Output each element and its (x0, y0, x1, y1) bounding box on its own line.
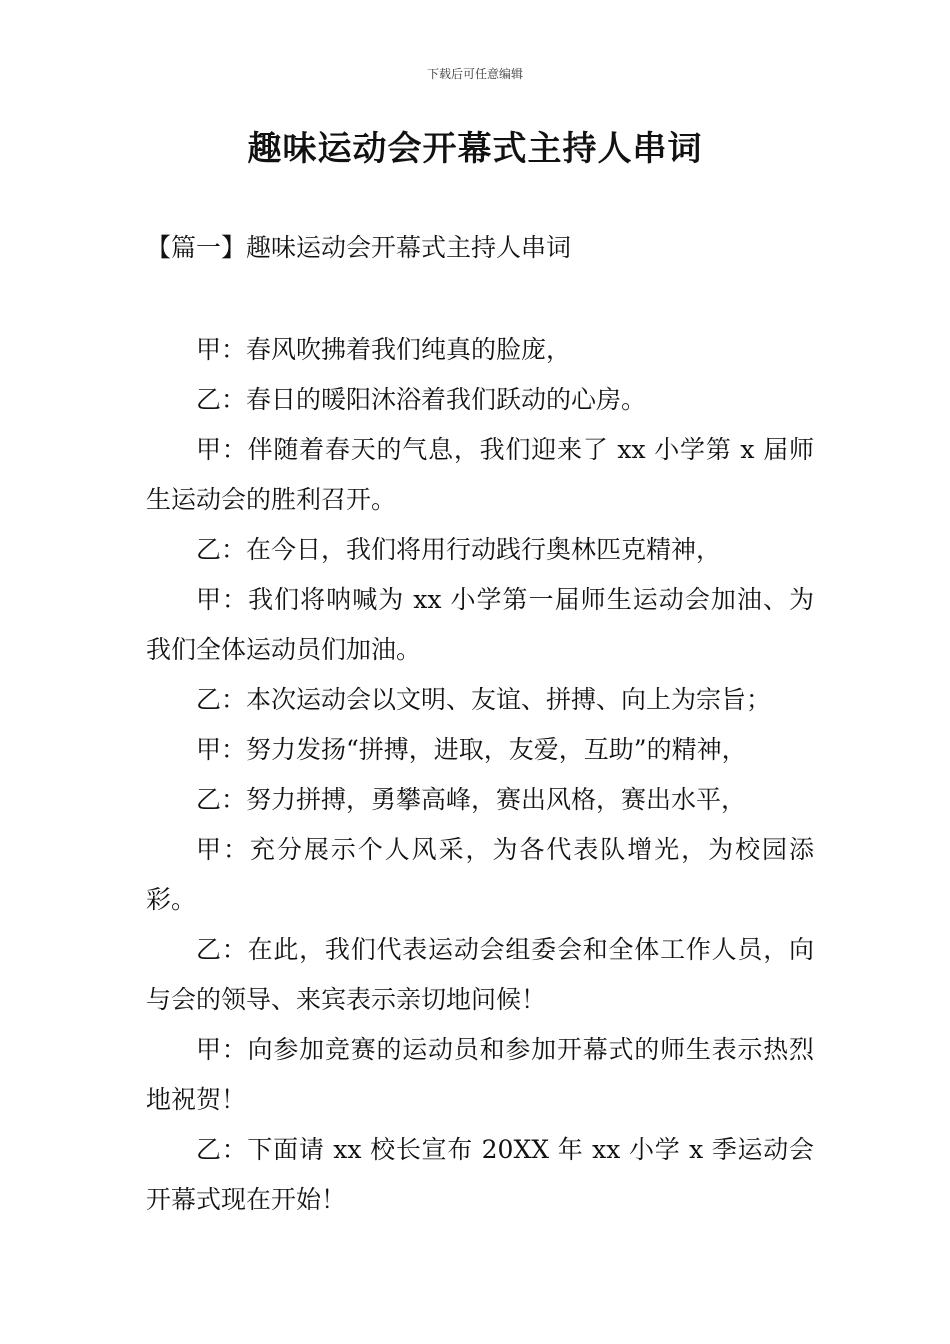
paragraph: 乙：在此，我们代表运动会组委会和全体工作人员，向与会的领导、来宾表示亲切地问候！ (146, 935, 814, 1014)
section-heading: 【篇一】趣味运动会开幕式主持人串词 (146, 233, 572, 262)
paragraph: 甲：努力发扬“拼搏，进取，友爱，互助”的精神， (196, 735, 747, 764)
document-body (146, 325, 814, 1225)
header-note: 下载后可任意编辑 (426, 67, 523, 81)
paragraph: 甲：伴随着春天的气息，我们迎来了 xx 小学第 x 届师生运动会的胜利召开。 (146, 435, 814, 514)
document-title: 趣味运动会开幕式主持人串词 (247, 129, 703, 169)
paragraph: 乙：本次运动会以文明、友谊、拼搏、向上为宗旨； (196, 685, 772, 714)
paragraph: 甲：春风吹拂着我们纯真的脸庞， (196, 335, 572, 364)
paragraph: 乙：在今日，我们将用行动践行奥林匹克精神， (196, 535, 722, 564)
paragraph: 乙：努力拼搏，勇攀高峰，赛出风格，赛出水平， (196, 785, 747, 814)
paragraph: 甲：向参加竞赛的运动员和参加开幕式的师生表示热烈地祝贺！ (146, 1035, 814, 1114)
paragraph: 甲：充分展示个人风采，为各代表队增光，为校园添彩。 (146, 835, 814, 914)
paragraph: 乙：春日的暖阳沐浴着我们跃动的心房。 (196, 385, 647, 414)
paragraph: 乙：下面请 xx 校长宣布 20XX 年 xx 小学 x 季运动会开幕式现在开始！ (146, 1135, 814, 1214)
paragraph: 甲：我们将呐喊为 xx 小学第一届师生运动会加油、为我们全体运动员们加油。 (146, 585, 814, 664)
